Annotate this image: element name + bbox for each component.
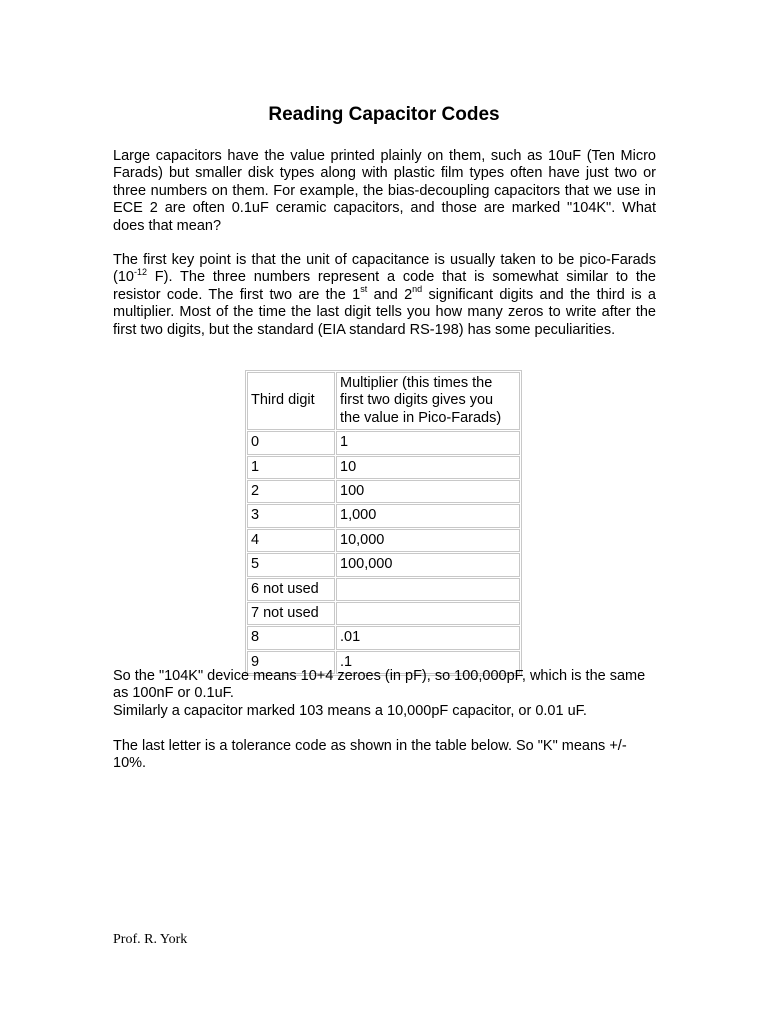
third-digit-cell: 8 xyxy=(247,626,335,649)
page-title: Reading Capacitor Codes xyxy=(268,104,500,125)
unit-paragraph xyxy=(113,252,656,339)
example-line-2: Similarly a capacitor marked 103 means a 10,000pF capacitor, or 0.01 uF. xyxy=(113,702,587,719)
multiplier-cell: 1,000 xyxy=(336,504,520,527)
multiplier-cell: .1 xyxy=(336,651,520,674)
intro-paragraph: Large capacitors have the value printed plainly on them, such as 10uF (Ten Micro Farads) but smaller disk types along with plastic film types often have just two or three numbers on them. For example, the bias-decoupling capacitors that we use in ECE 2 are often 0.1uF ceramic capacitors, and those are marked "104K". What does that mean? xyxy=(113,148,656,234)
unit-text-d: significant digits and the third is a multiplier. Most of the time the last digit tells you how many zeros to write after the first two digits, but the standard (EIA standard RS-198) has some peculiarities. xyxy=(113,286,656,338)
ordinal-nd: nd xyxy=(412,283,423,294)
ordinal-st: st xyxy=(360,283,368,294)
multiplier-cell xyxy=(336,602,520,625)
table-row xyxy=(247,602,520,625)
table-row xyxy=(247,553,520,576)
multiplier-cell: 10 xyxy=(336,456,520,479)
table-row xyxy=(247,456,520,479)
exponent: -12 xyxy=(133,266,147,277)
third-digit-cell: 5 xyxy=(247,553,335,576)
footer-author: Prof. R. York xyxy=(113,932,188,947)
table-row xyxy=(247,480,520,503)
table-row xyxy=(247,504,520,527)
multiplier-cell: 100,000 xyxy=(336,553,520,576)
third-digit-cell: 4 xyxy=(247,529,335,552)
multiplier-cell: 10,000 xyxy=(336,529,520,552)
table-header-row xyxy=(247,372,520,430)
table-row xyxy=(247,578,520,601)
third-digit-cell: 1 xyxy=(247,456,335,479)
unit-text-a: The first key point is that the unit of capacitance is usually taken to be pico-Farads (10 xyxy=(113,252,656,286)
multiplier-cell: 100 xyxy=(336,480,520,503)
table-header-cell: Third digit xyxy=(247,372,335,430)
third-digit-cell: 2 xyxy=(247,480,335,503)
third-digit-cell: 9 xyxy=(247,651,335,674)
unit-text-c: and 2 xyxy=(367,286,413,303)
example-line-1: So the "104K" device means 10+4 zeroes (in pF), so 100,000pF, which is the same as 100nF or 0.1uF. xyxy=(113,668,646,702)
multiplier-cell xyxy=(336,578,520,601)
multiplier-cell: .01 xyxy=(336,626,520,649)
unit-text-b: F). The three numbers represent a code that is somewhat similar to the resistor code. The first two are the 1 xyxy=(113,269,656,303)
third-digit-cell: 0 xyxy=(247,431,335,454)
multiplier-cell: 1 xyxy=(336,431,520,454)
table-row xyxy=(247,626,520,649)
third-digit-cell: 3 xyxy=(247,504,335,527)
table-header-cell: Multiplier (this times the first two digits gives you the value in Pico-Farads) xyxy=(336,372,520,430)
tolerance-paragraph: The last letter is a tolerance code as shown in the table below. So "K" means +/- 10%. xyxy=(113,738,627,772)
table-row xyxy=(247,529,520,552)
third-digit-cell: 7 not used xyxy=(247,602,335,625)
example-paragraph xyxy=(113,668,656,720)
table-row xyxy=(247,431,520,454)
third-digit-cell: 6 not used xyxy=(247,578,335,601)
multiplier-table xyxy=(245,370,522,676)
